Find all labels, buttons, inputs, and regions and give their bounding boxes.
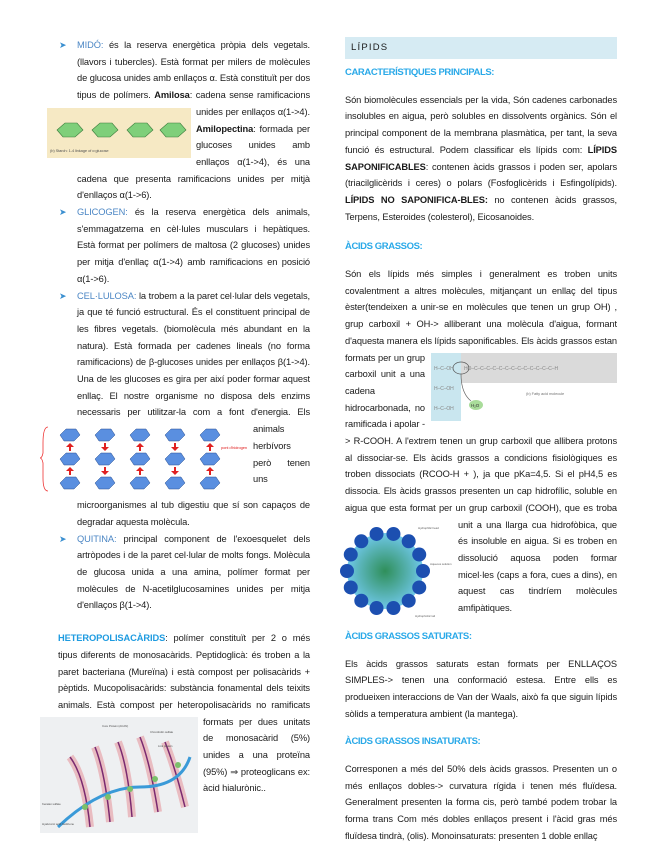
text: Són biomolècules essencials per la vida, Són cadenes carbonades insolubles en aigua, però solubles en dissolvents orgànics. Són el principal component de la membrana plasmàtica, per tant, la seva funció és estructural. Podem classificar els lípids com:	[345, 94, 617, 155]
term-label: MIDÓ:	[77, 40, 104, 50]
micelle-head	[412, 580, 426, 594]
heading-insaturats: ÀCIDS GRASSOS INSATURATS:	[345, 736, 481, 748]
text: heteropolisacàrids no ramificats formats per dues unitats de monosacàrid (5%) unides a una proteïna (95%) ⇒ proteoglicans ex: àcid hialurònic..	[177, 699, 310, 794]
term-label: GLICOGEN:	[77, 207, 128, 218]
paragraph-insaturats: Corresponen a més del 50% dels àcids grassos. Presenten un o més enllaços dobles-> curvatura rígida i tenen més fluïdesa. Generalment presenten la forma cis, però també podem trobar la forma trans Com més dobles enllaços present i l'àcid gras més fluïdesa tindrà, (olis). Monoinsaturats: presenten 1 doble enllaç	[345, 764, 617, 841]
micelle-head	[386, 527, 400, 541]
micelle-head	[344, 580, 358, 594]
micelle-head	[344, 547, 358, 561]
heading-caracteristiques: CARACTERÍSTIQUES PRINCIPALS:	[345, 67, 495, 78]
text: no contenen àcids grassos, Terpens, Esteroides (colesterol), Eicosanoides.	[345, 194, 617, 222]
paragraph-caracteristiques	[345, 92, 617, 226]
arrow-bullet-icon: ➤	[59, 207, 67, 218]
micelle-head	[370, 601, 384, 615]
fatty-acid-figure-wrap	[431, 353, 617, 421]
term-bold: Amilopectina	[196, 123, 254, 134]
figure-label: pont d'hidrogen	[221, 445, 247, 451]
text: : polímer constituït per 2 o més tipus diferents de monosacàrids. Peptidoglicà: és troben a la paret bacteriana (Mureïna) i està compost per polisacàrids + pèptids. Mucopolisacàrids: substància fonamental dels teixits animals. Està compost per	[58, 633, 310, 710]
text: estan formats per un grup carboxil unit a una cadena hidrocarbonada, no ramificada i apolar -> R-COOH. A l'extrem tenen un grup carboxil que allibera protons al dissociar-se. Els àcids grassos a condicions fisiològiques es troben dissociats (RCOO-H + ), ja que pKa=4,5. Si el pH4,5 es dissocia. Els àcids grassos presenten un cap hidrofílic, soluble en aigua que esta format per un grup carboxil	[345, 335, 617, 513]
heading-acids-grassos: ÀCIDS GRASSOS:	[345, 241, 423, 253]
paragraph-saturats: Els àcids grassos saturats estan formats per ENLLAÇOS SIMPLES-> tenen una conformació estesa. Entre ells es produeixen interaccions de Van der Waals, això fa que siguin lípids sòlids a temperatura ambient (la mantega).	[345, 658, 617, 719]
term-label: HETEROPOLISACÀRIDS	[58, 633, 166, 644]
micelle-head	[402, 534, 416, 548]
proteoglycan-figure-wrap	[40, 717, 198, 833]
text: és la reserva energètica dels animals, s'emmagatzema en cèl·lules musculars i hepàtiques. Està format per polímers de maltosa (2 glucoses) unides per mitja d'enllaç α(1->4) amb ramificacions en posició α(1->6).	[77, 207, 310, 284]
paragraph-acids-grassos	[345, 266, 617, 617]
figure-label: Core Protein (ACAN)	[102, 723, 129, 728]
paragraph-heteropolisacarids	[42, 630, 310, 826]
svg-text:H–C–OH: H–C–OH	[434, 365, 454, 372]
heading-saturats: ÀCIDS GRASSOS SATURATS:	[345, 630, 472, 642]
section-header-lipids: LÍPIDS	[345, 37, 617, 59]
arrow-bullet-icon: ➤	[59, 290, 67, 301]
svg-text:H–C–OH: H–C–OH	[434, 405, 454, 412]
figure-label: Chondroitin sulfate	[150, 729, 174, 734]
arrow-bullet-icon: ➤	[59, 40, 67, 50]
figure-label: Hydrophobic tail	[415, 613, 435, 618]
micelle-head	[386, 601, 400, 615]
text: : cadena sense ramificacions unides per enllaços α(1->4).	[189, 90, 310, 117]
figure-label: Link protein	[158, 743, 173, 748]
figure-label: Aqueous solution	[430, 561, 452, 566]
list-item-quitina	[58, 531, 310, 615]
text: : contenen àcids grassos i poden ser, apolars (triacilglicèrids i ceres) o polars (Fosfoglicèrids i Esfingolípids).	[345, 161, 617, 189]
cellulose-figure	[40, 423, 248, 495]
text: (COOH), que es troba unit a una llarga cua hidrofòbica, que és insoluble en aigua. Si es troben en dissolució aquosa poden formar micel·les (caps a fora, cues a dins), en aquest cas tindríem molècules amfipàtiques.	[458, 502, 618, 614]
micelle-head	[412, 547, 426, 561]
term-label: QUITINA:	[77, 533, 117, 544]
cellulose-figure-wrap	[40, 423, 248, 495]
micelle-head	[354, 534, 368, 548]
list-item-mido	[50, 37, 310, 204]
micelle-head	[402, 593, 416, 607]
starch-figure	[47, 108, 191, 158]
text: principal component de l'exoesquelet dels artròpodes i de la paret cel·lular de molts fongs. Molècula de glucosa unida a una amina, polímer format per molècules de N-acetilglucosamines unides per mitja d'enllaços β(1->4).	[77, 533, 310, 611]
right-column	[345, 37, 617, 845]
fatty-acid-figure	[431, 353, 617, 421]
left-column	[42, 37, 310, 835]
arrow-bullet-icon: ➤	[59, 533, 67, 544]
term-bold: LÍPIDS SAPONIFICABLES	[345, 144, 617, 172]
figure-label: Hyaluronic acid backbone	[42, 821, 74, 826]
starch-figure-wrap	[47, 108, 191, 158]
text: la trobem a la paret cel·lular dels vegetals, ja que té funció estructural. És el constituent principal de les fibres vegetals. (biomolècula més abundant en la natura). Està formada per cadenes lineals (no forma ramificacions) de β-glucoses unides per enllaços β(1->4). Una de les glucoses es gira per així poder formar aquest enllaç. El nostre organisme no disposa dels enzims necessaris per utilitzar-la com	[77, 290, 310, 418]
figure-label: Keratan sulfate	[42, 801, 61, 806]
figure-caption: (b) Starch: 1-4 linkage of α glucose	[50, 147, 109, 153]
micelle-head	[370, 527, 384, 541]
svg-text:H–C–OH: H–C–OH	[434, 385, 454, 392]
list-item-glicogen	[58, 204, 310, 288]
micelle-head	[416, 564, 430, 578]
text: : formada per glucoses unides amb enllaços α(1->4), és una cadena que presenta ramificacions unides per mitjà d'enllaços α(1->6).	[77, 123, 310, 201]
list-item-cellulosa	[58, 288, 310, 531]
figure-caption: (b) Fatty acid molecule	[526, 390, 565, 396]
text: és la reserva energètica pròpia dels vegetals. (llavors i tubercles). Està format per milers de molècules de glucosa unides amb enllaços α. Està constituït per dos tipus de polímers.	[77, 40, 310, 101]
figure-label: Hydrophilic head	[418, 525, 439, 530]
micelle-figure-wrap	[340, 521, 452, 621]
text: Són els lípids més simples i generalment es troben units covalentment a altres molècules, mitjançant un enllaç del tipus èster(tendeixen a unir-se en molècules que tenen un grup OH) , grup carboxil + OH-> alliberant una molècula d'aigua, formant d'aquesta manera els lípids saponificables. Els àcids grassos	[345, 269, 617, 346]
proteoglycan-figure	[40, 717, 198, 833]
micelle-head	[340, 564, 354, 578]
term-label: CEL·LULOSA:	[77, 290, 137, 301]
micelle-head	[354, 593, 368, 607]
text: a font d'energia. Els animals herbívors però tenen uns microorganismes al tub digestiu que sí son capaços de degradar aquesta molècula.	[77, 407, 310, 527]
svg-text:HO–C–C–C–C–C–C–C–C–C–C–C–C–C–H: HO–C–C–C–C–C–C–C–C–C–C–C–C–C–H	[464, 365, 558, 372]
water-label: H₂O	[471, 402, 480, 408]
term-bold: LÍPIDS NO SAPONIFICA-BLES:	[345, 194, 488, 205]
micelle-figure	[340, 521, 452, 621]
term-bold: Amilosa	[154, 90, 190, 101]
